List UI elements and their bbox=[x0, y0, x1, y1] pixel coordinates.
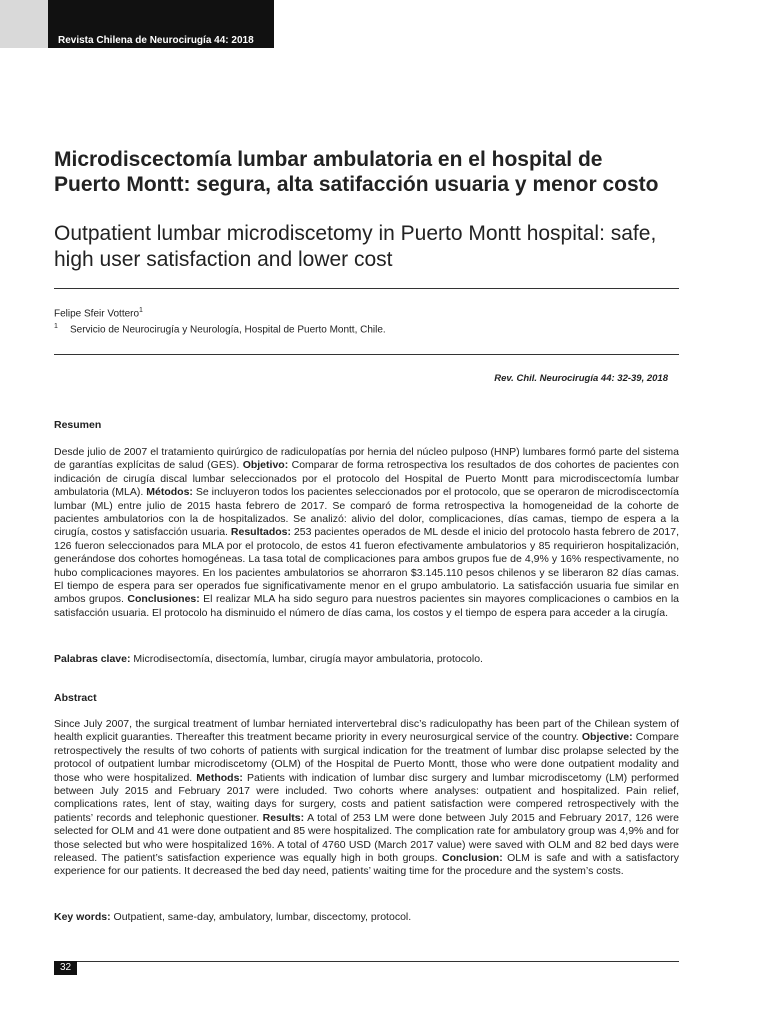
journal-header-bar bbox=[48, 0, 274, 48]
abstract-text-4: A total of 253 LM were done between July 2015 and February 2017, 126 were selected for OLM and 41 were done outpatient and 85 were hospitalized. The complication rate for ambulatory group was 4,9% and for those selected but who were hospitalized 16%. A total of 4760 USD (March 2017 value) were saved with OLM and 82 bed days were released. The patient’s satisfaction experience was equally high in both groups. bbox=[54, 811, 679, 865]
resumen-label-metodos: Métodos: bbox=[146, 486, 193, 499]
resumen-text-5: El realizar MLA ha sido seguro para nuestros pacientes sin mayores complicaciones o cambios en la satisfacción usuaria. El protocolo ha disminuido el número de días cama, los costos y el tiempo de espera para acceder a la cirugía. bbox=[54, 593, 679, 619]
resumen-text-1: Desde julio de 2007 el tratamiento quirúrgico de radiculopatías por hernia del núcleo pulposo (HNP) lumbares formó parte del sistema de garantías explícitas de salud (GES). bbox=[54, 446, 679, 472]
author-name: Felipe Sfeir Vottero bbox=[54, 308, 140, 320]
abstract-text-3: Patients with indication of lumbar disc surgery and lumbar microdiscetomy (LM) performed between July 2015 and February 2017 were included. Two cohorts where analyses: outpatient and hospitalized. Pain relief, complications rates, lent of stay, waiting days for surgery, costs and patient satisfaction were compered retrospectively with the patients’ records and telephonic questioner. bbox=[54, 771, 679, 824]
abstract-text-5: OLM is safe and with a satisfactory experience for our patients. It decreased the bed day need, patients’ waiting time for the procedure and the system’s costs. bbox=[54, 852, 679, 878]
author-line bbox=[54, 307, 143, 319]
author-superscript: 1 bbox=[139, 307, 143, 314]
corner-gray-block bbox=[0, 0, 48, 48]
resumen-label-resultados: Resultados: bbox=[230, 526, 291, 539]
palabras-clave-text: Microdisectomía, disectomía, lumbar, cirugía mayor ambulatoria, protocolo. bbox=[130, 653, 483, 665]
abstract-text-1: Since July 2007, the surgical treatment of lumbar herniated intervertebral disc’s radiculopathy has been part of the Chilean system of health explicit guaranties. Thereafter this treatment became priority in every neurosurgical service of the country. bbox=[54, 718, 679, 744]
key-words-text: Outpatient, same-day, ambulatory, lumbar, discectomy, protocol. bbox=[110, 911, 412, 923]
palabras-clave-label: Palabras clave: bbox=[54, 653, 131, 665]
page-number: 32 bbox=[54, 961, 77, 975]
affiliation-number: 1 bbox=[54, 323, 58, 330]
key-words-label: Key words: bbox=[54, 911, 111, 923]
palabras-clave bbox=[54, 653, 679, 666]
resumen-label-objetivo: Objetivo: bbox=[242, 459, 289, 472]
abstract-heading: Abstract bbox=[54, 692, 97, 704]
key-words bbox=[54, 911, 679, 924]
resumen-text-2: Comparar de forma retrospectiva los resultados de dos cohortes de pacientes con indicación de cirugía discal lumbar seleccionados por el protocolo del Hospital de Puerto Montt para microdiscectomía lumbar ambulatoria (MLA). bbox=[54, 459, 679, 499]
journal-header-text: Revista Chilena de Neurocirugía 44: 2018 bbox=[58, 35, 254, 46]
resumen-body bbox=[54, 446, 679, 620]
abstract-label-objective: Objective: bbox=[581, 731, 633, 744]
divider-top bbox=[54, 288, 679, 289]
title-english: Outpatient lumbar microdiscetomy in Puerto Montt hospital: safe, high user satisfaction and lower cost bbox=[54, 222, 657, 271]
resumen-text-3: Se incluyeron todos los pacientes seleccionados por el protocolo, que se operaron de microdiscectomía lumbar (ML) entre julio de 2015 hasta febrero de 2017. Se comparó de forma retrospectiva la homogeneidad de la cohorte de pacientes ambulatorios con la de hospitalizados. Se analizó: alivio del dolor, complicaciones, días camas, tiempo de espera a la cirugía, costos y satisfacción usuaria. bbox=[54, 486, 679, 539]
abstract-text-2: Compare retrospectively the results of two cohorts of patients with surgical indication for the treatment of lumbar disc prolapse selected by the protocol of outpatient lumbar microdiscetomy (OLM) of the Hospital de Puerto Montt, those who were done outpatient modality and those who were hospitalized. bbox=[54, 731, 679, 784]
abstract-label-conclusion: Conclusion: bbox=[442, 852, 503, 865]
resumen-heading: Resumen bbox=[54, 419, 102, 431]
abstract-label-results: Results: bbox=[262, 811, 305, 824]
affiliation bbox=[54, 323, 386, 335]
abstract-label-methods: Methods: bbox=[196, 771, 243, 784]
resumen-text-4: 253 pacientes operados de ML desde el inicio del protocolo hasta febrero de 2017, 126 fueron seleccionados para MLA por el protocolo, de estos 41 fueron efectivamente ambulatorios y 85 requirieron hospitalización, generándose dos cohortes homogéneas. La tasa total de complicaciones para ambos grupos fue de 4,9% y 16% respectivamente, no hubo complicaciones mayores. En los pacientes ambulatorios se ahorraron $3.145.110 pesos chilenos y se liberaron 82 días camas. El tiempo de espera para ser operados fue significativamente menor en el grupo ambulatorio. La satisfacción usuaria fue similar en ambos grupos. bbox=[54, 526, 679, 606]
divider-middle bbox=[54, 354, 679, 355]
citation: Rev. Chil. Neurocirugía 44: 32-39, 2018 bbox=[494, 373, 668, 384]
divider-bottom bbox=[54, 961, 679, 962]
resumen-label-conclusiones: Conclusiones: bbox=[127, 593, 200, 606]
title-spanish: Microdiscectomía lumbar ambulatoria en el hospital de Puerto Montt: segura, alta satifacción usuaria y menor costo bbox=[54, 148, 659, 196]
abstract-body bbox=[54, 718, 679, 879]
affiliation-text: Servicio de Neurocirugía y Neurología, Hospital de Puerto Montt, Chile. bbox=[70, 324, 386, 336]
